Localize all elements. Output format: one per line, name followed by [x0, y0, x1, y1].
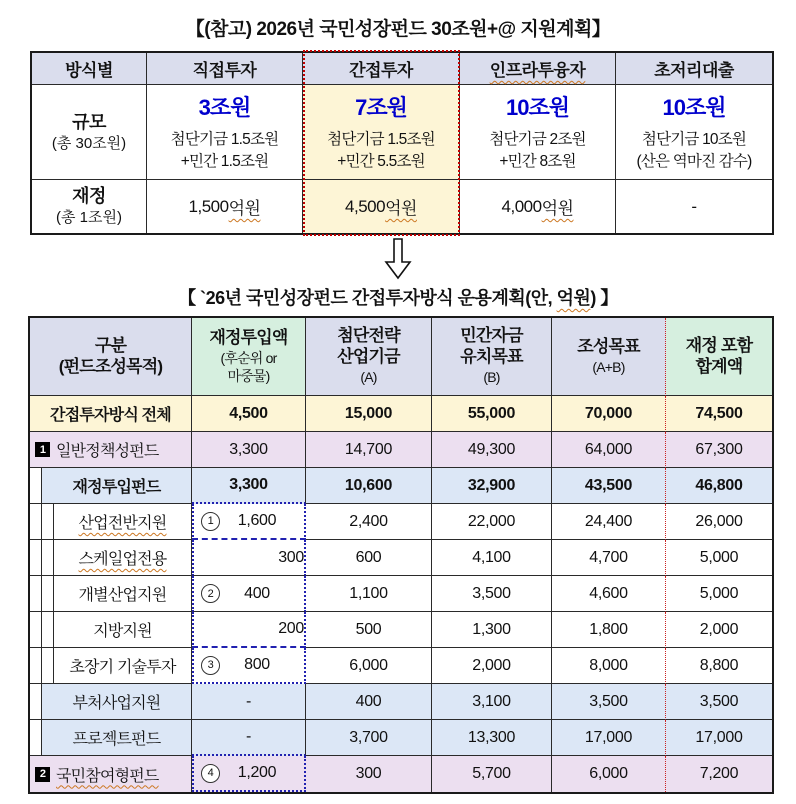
- circled-2-marker: 2: [201, 584, 220, 603]
- t2-row-public-participation-label: 2 국민참여형펀드: [30, 756, 192, 792]
- t1-header-method: 방식별: [32, 53, 147, 85]
- t2-row-ministry-project-v0: -: [192, 684, 306, 720]
- t2-row-total-v4: 74,500: [666, 396, 772, 432]
- t2-row-fiscal-fund-v3: 43,500: [552, 468, 666, 504]
- t2-row-industry-wide-v2: 22,000: [432, 504, 552, 540]
- t2-row-fiscal-fund-v4: 46,800: [666, 468, 772, 504]
- t2-row-regional-v4: 2,000: [666, 612, 772, 648]
- t2-row-ministry-project-v4: 3,500: [666, 684, 772, 720]
- t2-row-general-policy-v1: 14,700: [306, 432, 432, 468]
- t2-row-project-fund-v3: 17,000: [552, 720, 666, 756]
- t2-row-individual-industry-v3: 4,600: [552, 576, 666, 612]
- t2-row-regional-v3: 1,800: [552, 612, 666, 648]
- t2-row-ultralong-tech-label: 초장기 기술투자: [30, 648, 192, 684]
- t2-row-general-policy-v0: 3,300: [192, 432, 306, 468]
- t2-header-formation-target: 조성목표 (A+B): [552, 318, 666, 396]
- t1-scale-lowrate: 10조원 첨단기금 10조원 (산은 역마진 감수): [616, 85, 772, 180]
- t2-row-regional-v1: 500: [306, 612, 432, 648]
- t2-row-fiscal-fund-v0: 3,300: [192, 468, 306, 504]
- t2-row-project-fund-v0: -: [192, 720, 306, 756]
- t1-header-direct: 직접투자: [147, 53, 303, 85]
- t2-row-general-policy-label: 1 일반정책성펀드: [30, 432, 192, 468]
- t1-scale-label: 규모 (총 30조원): [32, 85, 147, 180]
- t2-row-ultralong-tech-v1: 6,000: [306, 648, 432, 684]
- t2-header-category: 구분 (펀드조성목적): [30, 318, 192, 396]
- circled-4-marker: 4: [201, 764, 220, 783]
- t2-row-regional-label: 지방지원: [30, 612, 192, 648]
- t2-row-fiscal-fund-v1: 10,600: [306, 468, 432, 504]
- t2-row-industry-wide-v1: 2,400: [306, 504, 432, 540]
- t2-row-project-fund-v4: 17,000: [666, 720, 772, 756]
- t1-budget-direct: 1,500 억원: [147, 180, 303, 233]
- t2-header-strategic-fund: 첨단전략 산업기금 (A): [306, 318, 432, 396]
- t1-scale-indirect: 7조원 첨단기금 1.5조원 +민간 5.5조원: [303, 85, 460, 180]
- t2-row-general-policy-v3: 64,000: [552, 432, 666, 468]
- t2-header-private-capital: 민간자금 유치목표 (B): [432, 318, 552, 396]
- t2-row-individual-industry-label: 개별산업지원: [30, 576, 192, 612]
- t1-budget-indirect: 4,500 억원: [303, 180, 460, 233]
- t2-row-industry-wide-v0: 1 1,600: [192, 504, 306, 540]
- t2-row-ultralong-tech-v0: 3 800: [192, 648, 306, 684]
- t2-row-total-v2: 55,000: [432, 396, 552, 432]
- t2-row-scaleup-label: 스케일업전용: [30, 540, 192, 576]
- t2-row-industry-wide-label: 산업전반지원: [30, 504, 192, 540]
- support-plan-title: 【(참고) 2026년 국민성장펀드 30조원+@ 지원계획】: [185, 19, 611, 40]
- t2-row-scaleup-v0: 300: [192, 540, 306, 576]
- t2-row-ministry-project-v3: 3,500: [552, 684, 666, 720]
- t2-row-individual-industry-v2: 3,500: [432, 576, 552, 612]
- circled-3-marker: 3: [201, 656, 220, 675]
- t1-header-lowrate: 초저리대출: [616, 53, 772, 85]
- t2-row-total-label: 간접투자방식 전체: [30, 396, 192, 432]
- t1-scale-direct: 3조원 첨단기금 1.5조원 +민간 1.5조원: [147, 85, 303, 180]
- operation-plan-table: [28, 316, 774, 794]
- t2-row-total-v1: 15,000: [306, 396, 432, 432]
- t2-row-ultralong-tech-v3: 8,000: [552, 648, 666, 684]
- t2-header-fiscal-input: 재정투입액 (후순위 or 마중물): [192, 318, 306, 396]
- t2-row-total-v0: 4,500: [192, 396, 306, 432]
- t1-header-indirect: 간접투자: [303, 53, 460, 85]
- t2-row-scaleup-v2: 4,100: [432, 540, 552, 576]
- t2-row-regional-v0: 200: [192, 612, 306, 648]
- flow-arrow-container: [0, 238, 796, 282]
- t2-row-public-participation-v4: 7,200: [666, 756, 772, 792]
- t2-row-individual-industry-v4: 5,000: [666, 576, 772, 612]
- t2-row-public-participation-v1: 300: [306, 756, 432, 792]
- support-plan-table: [30, 51, 774, 235]
- down-double-arrow-icon: [381, 238, 415, 280]
- t2-row-ministry-project-v2: 3,100: [432, 684, 552, 720]
- t2-row-individual-industry-v1: 1,100: [306, 576, 432, 612]
- t2-row-industry-wide-v4: 26,000: [666, 504, 772, 540]
- t2-row-scaleup-v3: 4,700: [552, 540, 666, 576]
- t2-header-total-incl-fiscal: 재정 포함 합계액: [666, 318, 772, 396]
- t2-row-industry-wide-v3: 24,400: [552, 504, 666, 540]
- t2-row-ministry-project-label: 부처사업지원: [30, 684, 192, 720]
- t2-row-scaleup-v1: 600: [306, 540, 432, 576]
- t2-row-general-policy-v4: 67,300: [666, 432, 772, 468]
- t1-budget-label: 재정 (총 1조원): [32, 180, 147, 233]
- t2-row-public-participation-v2: 5,700: [432, 756, 552, 792]
- t2-row-regional-v2: 1,300: [432, 612, 552, 648]
- t2-row-ministry-project-v1: 400: [306, 684, 432, 720]
- t2-row-public-participation-v3: 6,000: [552, 756, 666, 792]
- t1-scale-infra: 10조원 첨단기금 2조원 +민간 8조원: [460, 85, 616, 180]
- operation-plan-title: 【 `26년 국민성장펀드 간접투자방식 운용계획(안, 억원) 】: [178, 288, 618, 308]
- t2-row-general-policy-v2: 49,300: [432, 432, 552, 468]
- t1-budget-lowrate: -: [691, 196, 697, 216]
- t1-header-infra: 인프라투융자: [460, 53, 616, 85]
- black-square-2-badge: 2: [35, 767, 50, 782]
- black-square-1-badge: 1: [35, 442, 50, 457]
- t2-row-ultralong-tech-v2: 2,000: [432, 648, 552, 684]
- t2-row-project-fund-v1: 3,700: [306, 720, 432, 756]
- t2-row-project-fund-label: 프로젝트펀드: [30, 720, 192, 756]
- t2-row-fiscal-fund-label: 재정투입펀드: [30, 468, 192, 504]
- t2-row-scaleup-v4: 5,000: [666, 540, 772, 576]
- t1-budget-infra: 4,000 억원: [460, 180, 616, 233]
- circled-1-marker: 1: [201, 512, 220, 531]
- t2-row-fiscal-fund-v2: 32,900: [432, 468, 552, 504]
- t2-row-project-fund-v2: 13,300: [432, 720, 552, 756]
- t2-row-total-v3: 70,000: [552, 396, 666, 432]
- t2-row-ultralong-tech-v4: 8,800: [666, 648, 772, 684]
- t2-row-public-participation-v0: 4 1,200: [192, 756, 306, 792]
- t2-row-individual-industry-v0: 2 400: [192, 576, 306, 612]
